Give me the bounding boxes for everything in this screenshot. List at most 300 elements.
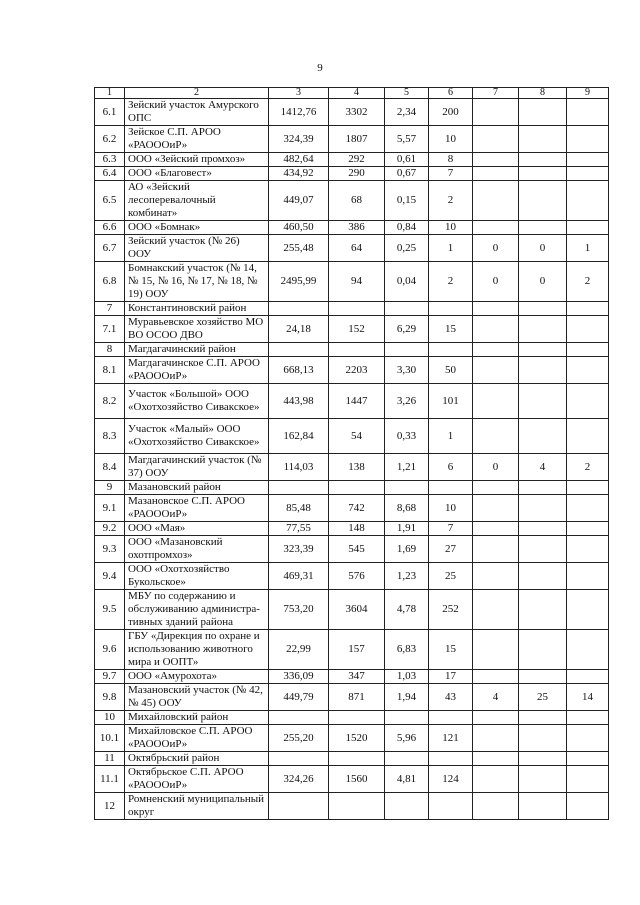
value-cell: 324,39 <box>269 126 329 153</box>
name-cell: МБУ по содержанию и обслуживанию администра-тивных зданий района <box>125 590 269 630</box>
value-cell: 449,79 <box>269 684 329 711</box>
value-cell: 3,30 <box>385 357 429 384</box>
row-number-cell: 10.1 <box>95 725 125 752</box>
table-row <box>95 181 609 221</box>
name-cell: Михайловское С.П. АРОО «РАОООиР» <box>125 725 269 752</box>
value-cell: 64 <box>329 235 385 262</box>
value-cell <box>567 384 609 419</box>
value-cell <box>519 316 567 343</box>
value-cell <box>567 590 609 630</box>
table-row <box>95 536 609 563</box>
value-cell: 4 <box>519 454 567 481</box>
table-row <box>95 419 609 454</box>
value-cell <box>567 711 609 725</box>
row-number-cell: 12 <box>95 793 125 820</box>
value-cell: 3302 <box>329 99 385 126</box>
name-cell: Мазановский район <box>125 481 269 495</box>
value-cell <box>473 630 519 670</box>
value-cell <box>567 495 609 522</box>
value-cell: 101 <box>429 384 473 419</box>
value-cell <box>567 481 609 495</box>
value-cell <box>519 725 567 752</box>
value-cell <box>567 536 609 563</box>
table-row <box>95 522 609 536</box>
value-cell: 3604 <box>329 590 385 630</box>
value-cell: 6,83 <box>385 630 429 670</box>
value-cell <box>567 357 609 384</box>
value-cell <box>473 793 519 820</box>
value-cell: 2,34 <box>385 99 429 126</box>
value-cell <box>567 153 609 167</box>
row-number-cell: 9.5 <box>95 590 125 630</box>
row-number-cell: 9.8 <box>95 684 125 711</box>
name-cell: Зейское С.П. АРОО «РАОООиР» <box>125 126 269 153</box>
name-cell: ООО «Амурохота» <box>125 670 269 684</box>
table-row <box>95 454 609 481</box>
value-cell <box>269 752 329 766</box>
value-cell <box>473 590 519 630</box>
name-cell: АО «Зейский лесоперевалочный комбинат» <box>125 181 269 221</box>
row-number-cell: 9.4 <box>95 563 125 590</box>
value-cell: 24,18 <box>269 316 329 343</box>
value-cell <box>519 153 567 167</box>
value-cell: 4,78 <box>385 590 429 630</box>
value-cell <box>567 522 609 536</box>
value-cell: 5,57 <box>385 126 429 153</box>
value-cell <box>329 302 385 316</box>
value-cell <box>519 357 567 384</box>
value-cell <box>269 481 329 495</box>
value-cell <box>567 343 609 357</box>
value-cell <box>269 711 329 725</box>
value-cell: 124 <box>429 766 473 793</box>
column-header: 5 <box>385 88 429 99</box>
table-row <box>95 793 609 820</box>
value-cell <box>519 711 567 725</box>
name-cell: Михайловский район <box>125 711 269 725</box>
value-cell: 8 <box>429 153 473 167</box>
value-cell <box>429 302 473 316</box>
value-cell: 347 <box>329 670 385 684</box>
value-cell: 14 <box>567 684 609 711</box>
value-cell <box>385 343 429 357</box>
value-cell: 5,96 <box>385 725 429 752</box>
table-row <box>95 630 609 670</box>
value-cell: 2 <box>567 262 609 302</box>
name-cell: Магдагачинский участок (№ 37) ООУ <box>125 454 269 481</box>
name-cell: ООО «Благовест» <box>125 167 269 181</box>
value-cell: 460,50 <box>269 221 329 235</box>
value-cell: 1,91 <box>385 522 429 536</box>
value-cell <box>567 302 609 316</box>
value-cell <box>519 384 567 419</box>
value-cell: 152 <box>329 316 385 343</box>
value-cell <box>567 563 609 590</box>
column-header: 1 <box>95 88 125 99</box>
value-cell <box>473 302 519 316</box>
name-cell: Мазановский участок (№ 42, № 45) ООУ <box>125 684 269 711</box>
value-cell: 1,03 <box>385 670 429 684</box>
name-cell: Константиновский район <box>125 302 269 316</box>
column-header: 8 <box>519 88 567 99</box>
table-row <box>95 725 609 752</box>
value-cell: 449,07 <box>269 181 329 221</box>
value-cell <box>519 126 567 153</box>
value-cell <box>473 563 519 590</box>
value-cell: 545 <box>329 536 385 563</box>
value-cell <box>473 419 519 454</box>
value-cell: 1,69 <box>385 536 429 563</box>
value-cell <box>473 126 519 153</box>
value-cell <box>329 752 385 766</box>
value-cell <box>567 793 609 820</box>
value-cell: 482,64 <box>269 153 329 167</box>
value-cell: 0,61 <box>385 153 429 167</box>
value-cell <box>567 99 609 126</box>
table-row <box>95 766 609 793</box>
table-row <box>95 590 609 630</box>
value-cell <box>329 481 385 495</box>
row-number-cell: 6.3 <box>95 153 125 167</box>
value-cell: 1,94 <box>385 684 429 711</box>
value-cell <box>429 793 473 820</box>
value-cell <box>519 221 567 235</box>
value-cell <box>519 590 567 630</box>
table-row <box>95 384 609 419</box>
value-cell: 576 <box>329 563 385 590</box>
value-cell: 1,21 <box>385 454 429 481</box>
value-cell <box>385 302 429 316</box>
value-cell <box>329 793 385 820</box>
value-cell: 2 <box>567 454 609 481</box>
value-cell: 0 <box>519 235 567 262</box>
value-cell: 1 <box>429 419 473 454</box>
value-cell <box>519 99 567 126</box>
value-cell: 255,48 <box>269 235 329 262</box>
table-row <box>95 563 609 590</box>
column-header: 2 <box>125 88 269 99</box>
value-cell: 1447 <box>329 384 385 419</box>
value-cell: 2 <box>429 262 473 302</box>
value-cell <box>429 343 473 357</box>
value-cell: 10 <box>429 126 473 153</box>
value-cell <box>519 419 567 454</box>
value-cell <box>473 766 519 793</box>
name-cell: Октябрьский район <box>125 752 269 766</box>
value-cell: 0,33 <box>385 419 429 454</box>
name-cell: Зейский участок (№ 26) ООУ <box>125 235 269 262</box>
name-cell: ООО «Охотхозяйство Букольское» <box>125 563 269 590</box>
value-cell: 0,25 <box>385 235 429 262</box>
name-cell: ООО «Зейский промхоз» <box>125 153 269 167</box>
value-cell: 162,84 <box>269 419 329 454</box>
value-cell <box>519 536 567 563</box>
value-cell: 0 <box>519 262 567 302</box>
value-cell: 0,84 <box>385 221 429 235</box>
value-cell: 4,81 <box>385 766 429 793</box>
value-cell <box>473 752 519 766</box>
row-number-cell: 9.2 <box>95 522 125 536</box>
value-cell: 2495,99 <box>269 262 329 302</box>
row-number-cell: 6.6 <box>95 221 125 235</box>
value-cell: 7 <box>429 167 473 181</box>
table-row <box>95 343 609 357</box>
table-row <box>95 481 609 495</box>
value-cell: 469,31 <box>269 563 329 590</box>
header-row <box>95 88 609 99</box>
value-cell: 25 <box>519 684 567 711</box>
value-cell <box>269 343 329 357</box>
name-cell: Магдагачинское С.П. АРОО «РАОООиР» <box>125 357 269 384</box>
name-cell: Муравьевское хозяйство МО ВО ОСОО ДВО <box>125 316 269 343</box>
value-cell <box>519 495 567 522</box>
value-cell: 200 <box>429 99 473 126</box>
row-number-cell: 6.4 <box>95 167 125 181</box>
value-cell: 148 <box>329 522 385 536</box>
row-number-cell: 10 <box>95 711 125 725</box>
value-cell <box>473 99 519 126</box>
row-number-cell: 8.4 <box>95 454 125 481</box>
table-row <box>95 302 609 316</box>
value-cell <box>385 481 429 495</box>
row-number-cell: 6.1 <box>95 99 125 126</box>
table-row <box>95 711 609 725</box>
value-cell <box>519 670 567 684</box>
value-cell: 114,03 <box>269 454 329 481</box>
column-header: 3 <box>269 88 329 99</box>
row-number-cell: 11.1 <box>95 766 125 793</box>
value-cell: 0 <box>473 235 519 262</box>
value-cell <box>567 766 609 793</box>
column-header: 4 <box>329 88 385 99</box>
value-cell: 15 <box>429 316 473 343</box>
data-table <box>94 87 609 820</box>
table-row <box>95 153 609 167</box>
value-cell: 753,20 <box>269 590 329 630</box>
table-row <box>95 99 609 126</box>
name-cell: Октябрьское С.П. АРОО «РАОООиР» <box>125 766 269 793</box>
value-cell <box>473 221 519 235</box>
value-cell <box>473 384 519 419</box>
value-cell: 6,29 <box>385 316 429 343</box>
row-number-cell: 8.2 <box>95 384 125 419</box>
value-cell: 17 <box>429 670 473 684</box>
name-cell: Ромненский муниципальный округ <box>125 793 269 820</box>
value-cell <box>473 357 519 384</box>
value-cell <box>473 725 519 752</box>
value-cell <box>473 711 519 725</box>
value-cell: 434,92 <box>269 167 329 181</box>
value-cell: 157 <box>329 630 385 670</box>
value-cell <box>519 766 567 793</box>
value-cell <box>473 536 519 563</box>
value-cell <box>385 752 429 766</box>
table-row <box>95 262 609 302</box>
name-cell: Магдагачинский район <box>125 343 269 357</box>
row-number-cell: 9.3 <box>95 536 125 563</box>
value-cell: 1560 <box>329 766 385 793</box>
row-number-cell: 6.7 <box>95 235 125 262</box>
value-cell <box>269 793 329 820</box>
name-cell: Бомнакский участок (№ 14, № 15, № 16, № 17, № 18, № 19) ООУ <box>125 262 269 302</box>
value-cell: 27 <box>429 536 473 563</box>
name-cell: Участок «Большой» ООО «Охотхозяйство Сивакское» <box>125 384 269 419</box>
value-cell <box>519 343 567 357</box>
name-cell: Зейский участок Амурского ОПС <box>125 99 269 126</box>
column-header: 6 <box>429 88 473 99</box>
row-number-cell: 8.1 <box>95 357 125 384</box>
table-row <box>95 670 609 684</box>
row-number-cell: 7.1 <box>95 316 125 343</box>
value-cell: 138 <box>329 454 385 481</box>
value-cell <box>269 302 329 316</box>
value-cell <box>567 419 609 454</box>
value-cell <box>567 181 609 221</box>
value-cell: 386 <box>329 221 385 235</box>
value-cell <box>473 495 519 522</box>
value-cell: 324,26 <box>269 766 329 793</box>
table-row <box>95 167 609 181</box>
value-cell: 1,23 <box>385 563 429 590</box>
value-cell <box>567 316 609 343</box>
row-number-cell: 9 <box>95 481 125 495</box>
row-number-cell: 11 <box>95 752 125 766</box>
value-cell <box>567 725 609 752</box>
value-cell <box>473 167 519 181</box>
value-cell: 15 <box>429 630 473 670</box>
name-cell: ООО «Мая» <box>125 522 269 536</box>
value-cell <box>519 793 567 820</box>
value-cell <box>567 670 609 684</box>
value-cell: 121 <box>429 725 473 752</box>
table-row <box>95 684 609 711</box>
value-cell <box>567 221 609 235</box>
name-cell: ГБУ «Дирекция по охране и использованию животного мира и ООПТ» <box>125 630 269 670</box>
value-cell <box>429 752 473 766</box>
value-cell <box>519 481 567 495</box>
value-cell <box>519 630 567 670</box>
name-cell: Мазановское С.П. АРОО «РАОООиР» <box>125 495 269 522</box>
value-cell: 2203 <box>329 357 385 384</box>
value-cell: 50 <box>429 357 473 384</box>
table-row <box>95 316 609 343</box>
value-cell: 10 <box>429 221 473 235</box>
name-cell: Участок «Малый» ООО «Охотхозяйство Сивакское» <box>125 419 269 454</box>
value-cell <box>473 670 519 684</box>
row-number-cell: 9.7 <box>95 670 125 684</box>
value-cell: 0,67 <box>385 167 429 181</box>
value-cell <box>385 711 429 725</box>
value-cell <box>473 181 519 221</box>
table-row <box>95 495 609 522</box>
value-cell <box>329 343 385 357</box>
value-cell: 22,99 <box>269 630 329 670</box>
name-cell: ООО «Бомнак» <box>125 221 269 235</box>
value-cell: 77,55 <box>269 522 329 536</box>
value-cell <box>567 126 609 153</box>
value-cell: 68 <box>329 181 385 221</box>
value-cell <box>519 167 567 181</box>
value-cell: 336,09 <box>269 670 329 684</box>
table-row <box>95 126 609 153</box>
value-cell: 85,48 <box>269 495 329 522</box>
value-cell <box>473 522 519 536</box>
value-cell: 443,98 <box>269 384 329 419</box>
value-cell: 43 <box>429 684 473 711</box>
value-cell: 6 <box>429 454 473 481</box>
value-cell: 10 <box>429 495 473 522</box>
value-cell: 1412,76 <box>269 99 329 126</box>
value-cell <box>473 153 519 167</box>
value-cell: 94 <box>329 262 385 302</box>
value-cell <box>519 752 567 766</box>
table-row <box>95 357 609 384</box>
value-cell: 1 <box>429 235 473 262</box>
value-cell: 1807 <box>329 126 385 153</box>
value-cell <box>473 343 519 357</box>
row-number-cell: 9.1 <box>95 495 125 522</box>
value-cell <box>519 522 567 536</box>
value-cell: 0 <box>473 454 519 481</box>
value-cell <box>567 167 609 181</box>
row-number-cell: 6.8 <box>95 262 125 302</box>
value-cell: 871 <box>329 684 385 711</box>
value-cell <box>473 316 519 343</box>
value-cell <box>519 181 567 221</box>
value-cell: 668,13 <box>269 357 329 384</box>
row-number-cell: 8 <box>95 343 125 357</box>
value-cell: 292 <box>329 153 385 167</box>
value-cell <box>519 563 567 590</box>
value-cell <box>329 711 385 725</box>
value-cell: 54 <box>329 419 385 454</box>
column-header: 7 <box>473 88 519 99</box>
value-cell: 8,68 <box>385 495 429 522</box>
table-row <box>95 235 609 262</box>
value-cell: 255,20 <box>269 725 329 752</box>
row-number-cell: 6.2 <box>95 126 125 153</box>
page-number: 9 <box>317 62 323 74</box>
name-cell: ООО «Мазановский охотпромхоз» <box>125 536 269 563</box>
value-cell: 1520 <box>329 725 385 752</box>
value-cell: 2 <box>429 181 473 221</box>
value-cell <box>567 752 609 766</box>
value-cell <box>429 481 473 495</box>
value-cell: 742 <box>329 495 385 522</box>
value-cell <box>473 481 519 495</box>
column-header: 9 <box>567 88 609 99</box>
value-cell: 0,15 <box>385 181 429 221</box>
row-number-cell: 8.3 <box>95 419 125 454</box>
value-cell <box>429 711 473 725</box>
table-row <box>95 221 609 235</box>
value-cell: 290 <box>329 167 385 181</box>
row-number-cell: 6.5 <box>95 181 125 221</box>
value-cell <box>519 302 567 316</box>
value-cell: 7 <box>429 522 473 536</box>
row-number-cell: 9.6 <box>95 630 125 670</box>
value-cell <box>385 793 429 820</box>
value-cell: 323,39 <box>269 536 329 563</box>
value-cell: 0 <box>473 262 519 302</box>
value-cell: 1 <box>567 235 609 262</box>
value-cell: 3,26 <box>385 384 429 419</box>
table-row <box>95 752 609 766</box>
row-number-cell: 7 <box>95 302 125 316</box>
value-cell: 0,04 <box>385 262 429 302</box>
value-cell: 252 <box>429 590 473 630</box>
value-cell: 25 <box>429 563 473 590</box>
